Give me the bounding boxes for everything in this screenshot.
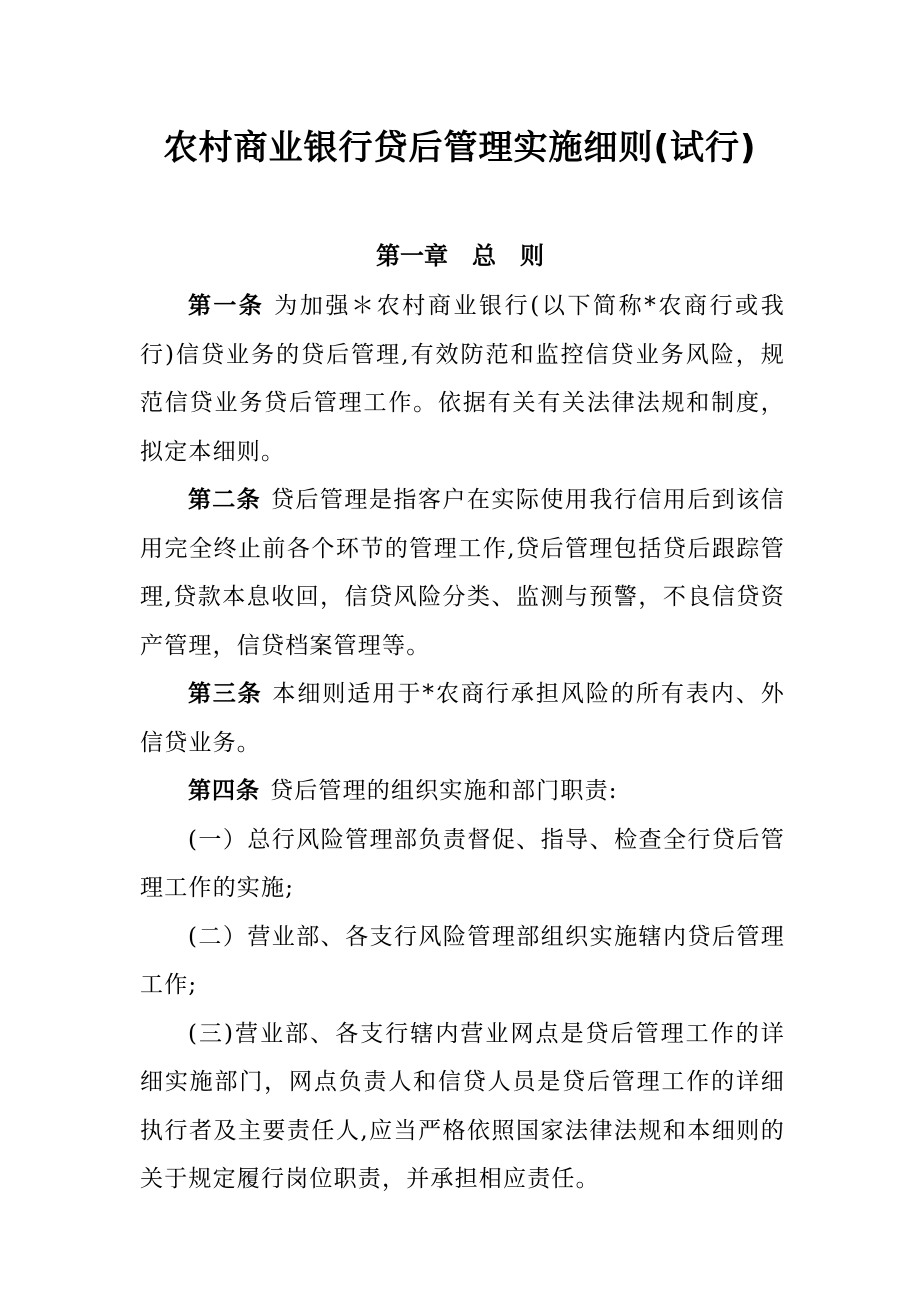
document-body: [140, 282, 785, 1204]
list-item-paragraph: [140, 816, 785, 913]
list-item-text: (三)营业部、各支行辖内营业网点是贷后管理工作的详细实施部门，网点负责人和信贷人员是贷后管理工作的详细执行者及主要责任人,应当严格依照国家法律法规和本细则的关于规定履行岗位职责，并承担相应责任。: [140, 1020, 785, 1192]
list-item-paragraph: [140, 1010, 785, 1204]
article-label: 第二条: [188, 487, 261, 513]
article-paragraph: [140, 767, 785, 816]
article-text: 本细则适用于*农商行承担风险的所有表内、外信贷业务。: [140, 681, 786, 756]
chapter-heading: 第一章 总 则: [376, 242, 544, 270]
list-item-text: (一）总行风险管理部负责督促、指导、检查全行贷后管理工作的实施;: [140, 826, 785, 901]
article-text: 贷后管理是指客户在实际使用我行信用后到该信用完全终止前各个环节的管理工作,贷后管理包括贷后跟踪管理,贷款本息收回，信贷风险分类、监测与预警，不良信贷资产管理，信贷档案管理等。: [140, 487, 786, 659]
article-label: 第三条: [188, 681, 263, 707]
list-item-text: (二）营业部、各支行风险管理部组织实施辖内贷后管理工作;: [140, 923, 785, 998]
article-text: 贷后管理的组织实施和部门职责:: [270, 778, 618, 804]
list-item-paragraph: [140, 913, 785, 1010]
article-paragraph: [140, 670, 785, 767]
article-text: 为加强＊农村商业银行(以下简称*农商行或我行)信贷业务的贷后管理,有效防范和监控信贷业务风险，规范信贷业务贷后管理工作。依据有关有关法律法规和制度，拟定本细则。: [140, 293, 785, 465]
article-label: 第一条: [188, 293, 265, 319]
article-paragraph: [140, 476, 785, 670]
article-paragraph: [140, 282, 785, 476]
article-label: 第四条: [188, 778, 260, 804]
document-title: 农村商业银行贷后管理实施细则(试行): [163, 128, 757, 168]
